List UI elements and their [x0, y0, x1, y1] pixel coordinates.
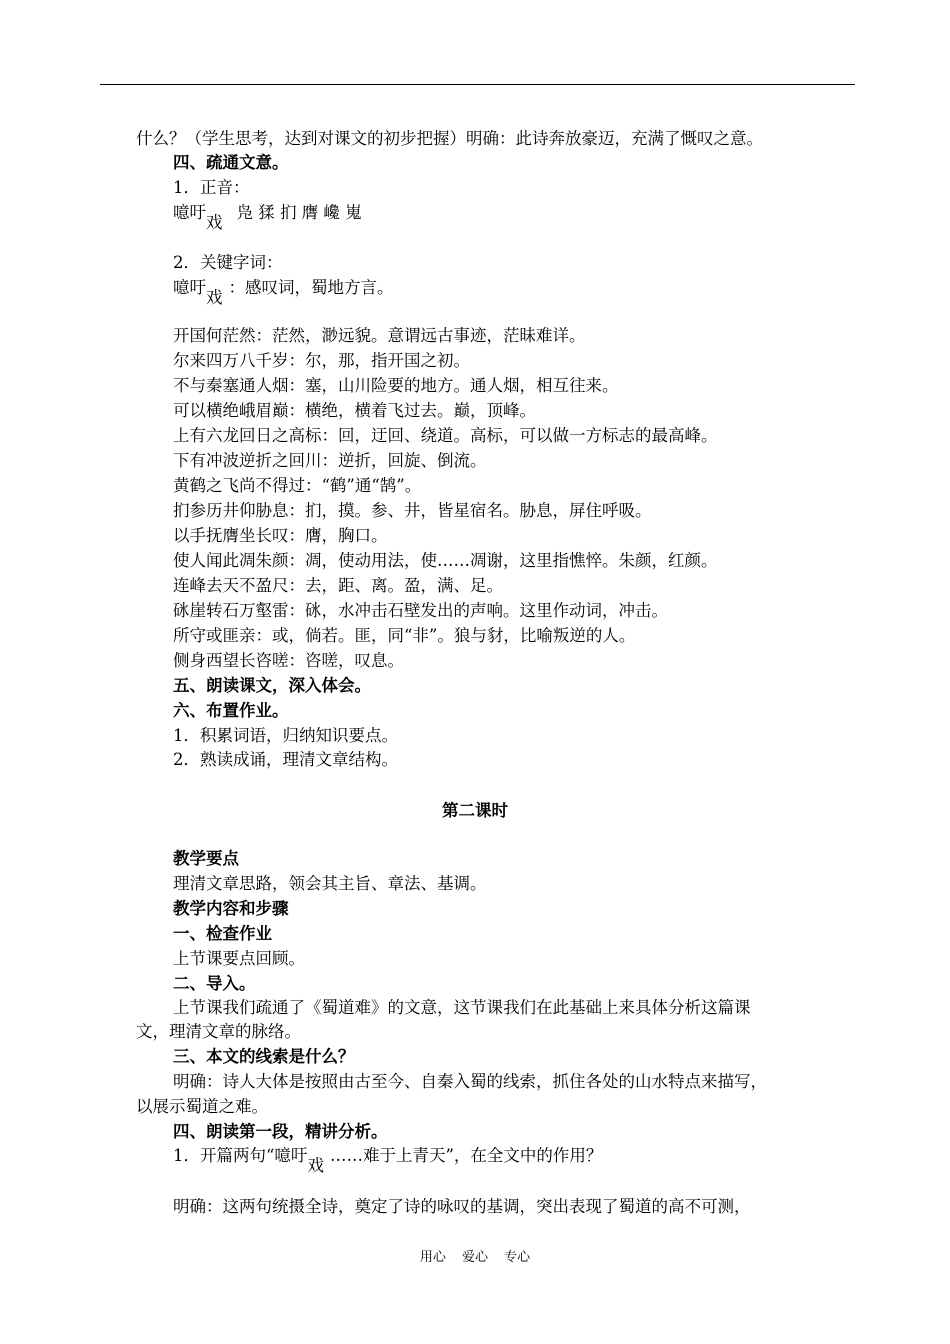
- text-line: 侧身西望长咨嗟：咨嗟，叹息。: [173, 651, 404, 670]
- text-line: 可以横绝峨眉巅：横绝，横着飞过去。巅，顶峰。: [173, 401, 536, 420]
- header-rule: [100, 84, 855, 85]
- text-line: 明确：诗人大体是按照由古至今、自秦入蜀的线索，抓住各处的山水特点来描写，: [173, 1072, 767, 1091]
- text-line: 扪参历井仰胁息：扪，摸。参、井，皆星宿名。胁息，屏住呼吸。: [173, 501, 652, 520]
- section-heading: 三、本文的线索是什么？: [173, 1047, 355, 1066]
- section-heading: 二、导入。: [173, 974, 256, 993]
- text-fragment: 噫吁: [173, 203, 206, 222]
- text-line: 上节课我们疏通了《蜀道难》的文意，这节课我们在此基础上来具体分析这篇课: [173, 998, 751, 1017]
- text-line: 所守或匪亲：或，倘若。匪，同“非”。狼与豺，比喻叛逆的人。: [173, 626, 636, 645]
- text-line: 1．积累词语，归纳知识要点。: [173, 726, 398, 745]
- glyph-xi: 戏: [206, 288, 223, 307]
- section-heading: 六、布置作业。: [173, 701, 289, 720]
- text-fragment: ：感叹词，蜀地方言。: [228, 278, 394, 297]
- section-heading: 四、朗读第一段，精讲分析。: [173, 1122, 388, 1141]
- section-heading: 五、朗读课文，深入体会。: [173, 676, 371, 695]
- lesson-heading: 第二课时: [442, 801, 508, 820]
- text-fragment: 1．开篇两句“噫吁: [173, 1146, 308, 1165]
- section-heading: 教学内容和步骤: [173, 899, 289, 918]
- text-line: 连峰去天不盈尺：去，距、离。盈，满、足。: [173, 576, 503, 595]
- text-line: 黄鹤之飞尚不得过：“鹤”通“鹄”。: [173, 476, 422, 495]
- text-line: 2．关键字词：: [173, 253, 283, 272]
- footer-text: 专心: [504, 1250, 531, 1265]
- text-line: 尔来四万八千岁：尔，那，指开国之初。: [173, 351, 470, 370]
- text-line: 使人闻此凋朱颜：凋，使动用法，使……凋谢，这里指憔悴。朱颜，红颜。: [173, 551, 718, 570]
- section-heading: 四、疏通文意。: [173, 153, 289, 172]
- section-heading: 教学要点: [173, 849, 239, 868]
- text-fragment: ……难于上青天”，在全文中的作用？: [329, 1146, 603, 1165]
- glyph-xi: 戏: [206, 213, 223, 232]
- text-line: 什么？（学生思考，达到对课文的初步把握）明确：此诗奔放豪迈，充满了慨叹之意。: [136, 129, 763, 148]
- text-line: 2．熟读成诵，理清文章结构。: [173, 750, 398, 769]
- pronunciation-line: [173, 202, 362, 232]
- section-heading: 一、检查作业: [173, 924, 272, 943]
- text-line: 明确：这两句统摄全诗，奠定了诗的咏叹的基调，突出表现了蜀道的高不可测，: [173, 1197, 751, 1216]
- text-line: 文，理清文章的脉络。: [136, 1022, 301, 1041]
- text-line: 以手抚膺坐长叹：膺，胸口。: [173, 526, 388, 545]
- text-line: 以展示蜀道之难。: [136, 1097, 268, 1116]
- text-fragment: 噫吁: [173, 278, 206, 297]
- text-line: 下有冲波逆折之回川：逆折，回旋、倒流。: [173, 451, 487, 470]
- question-line: [173, 1145, 603, 1175]
- text-line: 1．正音：: [173, 178, 250, 197]
- footer-text: 爱心: [461, 1250, 488, 1265]
- keyword-line: [173, 277, 394, 307]
- page-footer: [0, 1250, 950, 1266]
- text-line: 上有六龙回日之高标：回，迂回、绕道。高标，可以做一方标志的最高峰。: [173, 426, 718, 445]
- text-line: 理清文章思路，领会其主旨、章法、基调。: [173, 874, 487, 893]
- text-line: 不与秦塞通人烟：塞，山川险要的地方。通人烟，相互往来。: [173, 376, 619, 395]
- text-line: 开国何茫然：茫然，渺远貌。意谓远古事迹，茫昧难详。: [173, 326, 586, 345]
- glyph-xi: 戏: [307, 1156, 324, 1175]
- footer-text: 用心: [419, 1250, 446, 1265]
- text-line: 上节课要点回顾。: [173, 949, 305, 968]
- text-fragment: 凫 猱 扪 膺 巉 嵬: [236, 203, 362, 222]
- text-line: 砯崖转石万壑雷：砯，水冲击石壁发出的声响。这里作动词，冲击。: [173, 601, 668, 620]
